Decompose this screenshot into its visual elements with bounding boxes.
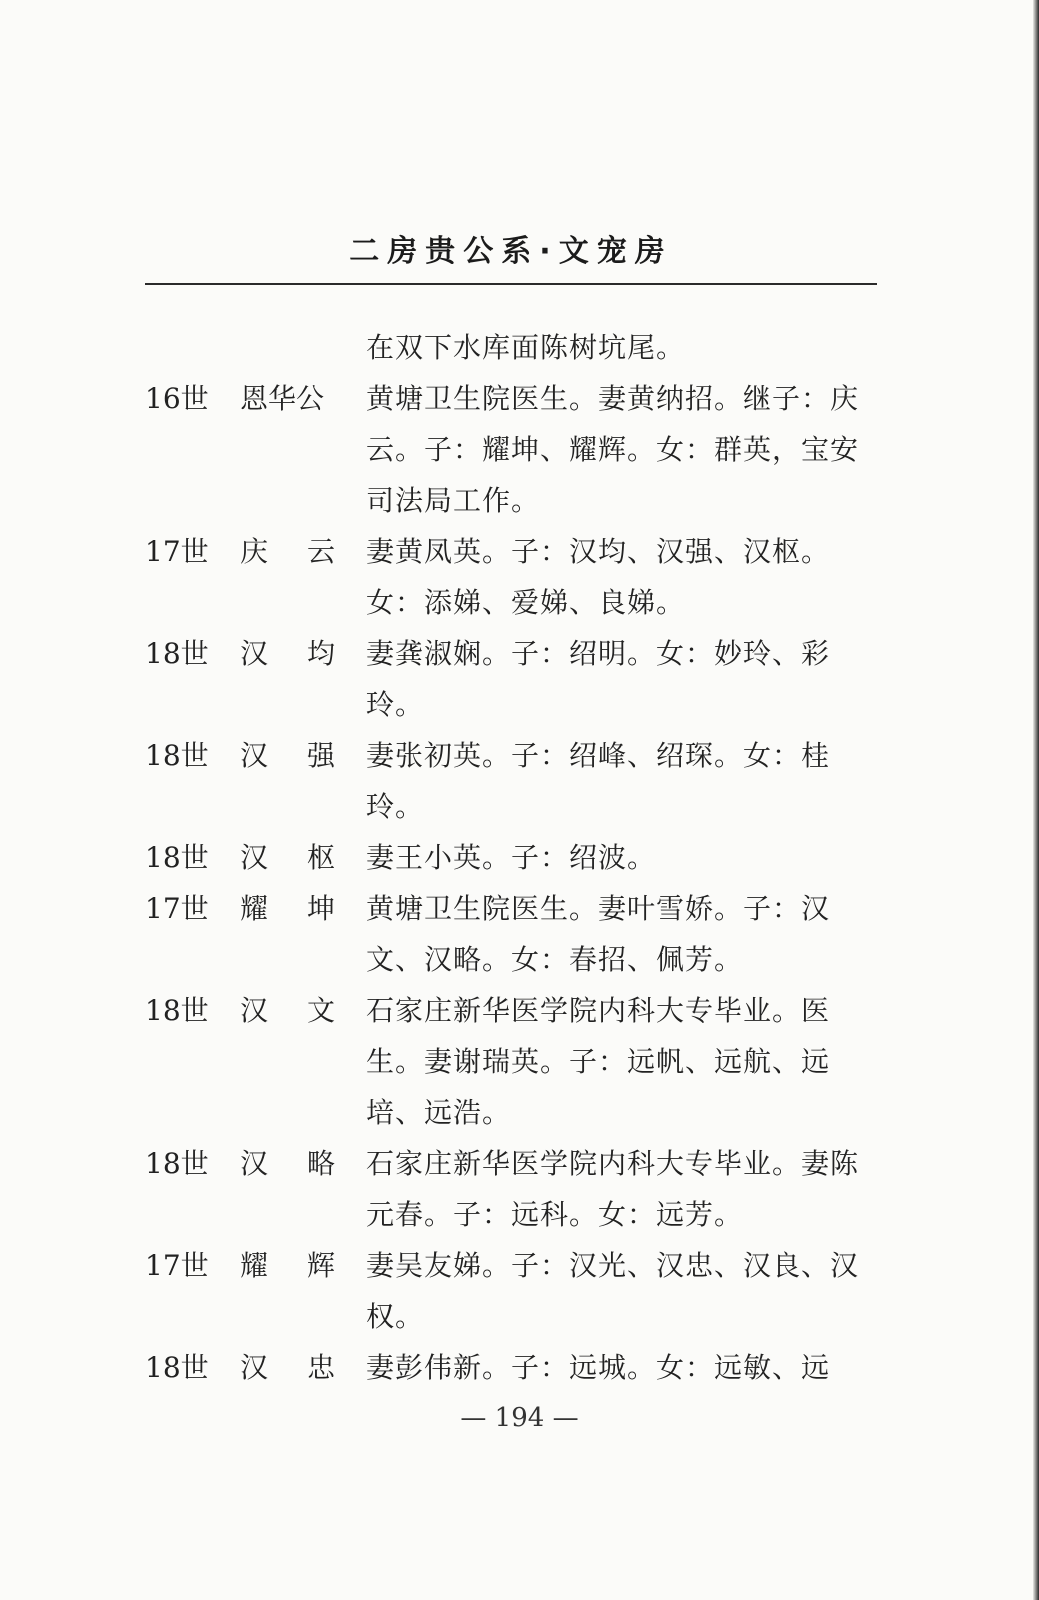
entry-description: 妻王小英。子：绍波。 [366, 841, 657, 874]
person-name [240, 985, 335, 1138]
entry-description: 石家庄新华医学院内科大专毕业。妻陈元春。子：远科。女：远芳。 [366, 1147, 860, 1231]
person-name-char: 云 [306, 535, 335, 568]
person-name-char: 文 [306, 994, 335, 1027]
person-name [240, 628, 335, 730]
generation-label: 18世 [145, 994, 209, 1027]
entry-description: 妻彭伟新。子：远城。女：远敏、远 [366, 1351, 831, 1384]
person-name [240, 322, 335, 373]
generation-label [145, 322, 240, 373]
person-name-char: 强 [306, 739, 335, 772]
entry-description: 妻张初英。子：绍峰、绍琛。女：桂玲。 [366, 739, 831, 823]
genealogy-entry [145, 322, 885, 373]
person-name-char: 忠 [306, 1351, 335, 1384]
entry-description: 在双下水库面陈树坑尾。 [366, 331, 686, 364]
genealogy-entry [145, 628, 885, 730]
person-name-char: 坤 [306, 892, 335, 925]
person-name-char: 枢 [306, 841, 335, 874]
genealogy-entry [145, 832, 885, 883]
person-name-char: 均 [306, 637, 335, 670]
person-name [240, 1240, 335, 1342]
generation-label: 18世 [145, 1147, 209, 1180]
person-name-char: 汉 [240, 739, 269, 772]
entry-description: 黄塘卫生院医生。妻黄纳招。继子：庆云。子：耀坤、耀辉。女：群英，宝安司法局工作。 [366, 382, 860, 517]
person-name-char: 汉 [240, 1351, 269, 1384]
generation-label: 18世 [145, 637, 209, 670]
generation-label: 17世 [145, 1249, 209, 1282]
genealogy-entry [145, 883, 885, 985]
generation-label: 17世 [145, 892, 209, 925]
page-edge-shadow [1033, 0, 1039, 1600]
person-name [240, 1138, 335, 1240]
person-name-char: 汉 [240, 637, 269, 670]
person-name-char: 略 [306, 1147, 335, 1180]
person-name [240, 883, 335, 985]
genealogy-entry [145, 1342, 885, 1393]
genealogy-entry [145, 1240, 885, 1342]
generation-label: 16世 [145, 382, 209, 415]
genealogy-entry [145, 373, 885, 526]
entry-description: 妻吴友娣。子：汉光、汉忠、汉良、汉权。 [366, 1249, 860, 1333]
entry-description: 妻龚淑娴。子：绍明。女：妙玲、彩玲。 [366, 637, 831, 721]
person-name-char: 辉 [306, 1249, 335, 1282]
person-name-char: 耀 [240, 892, 269, 925]
running-header: 二房贵公系·文宠房 [349, 234, 673, 269]
person-name-char: 汉 [240, 841, 269, 874]
genealogy-entry [145, 985, 885, 1138]
genealogy-entry [145, 730, 885, 832]
entry-description: 黄塘卫生院医生。妻叶雪娇。子：汉文、汉略。女：春招、佩芳。 [366, 892, 831, 976]
generation-label: 18世 [145, 841, 209, 874]
entry-description: 石家庄新华医学院内科大专毕业。医生。妻谢瑞英。子：远帆、远航、远培、远浩。 [366, 994, 831, 1129]
generation-label: 18世 [145, 739, 209, 772]
person-name [240, 526, 335, 628]
genealogy-entry [145, 526, 885, 628]
genealogy-entries [145, 322, 885, 1393]
entry-description: 妻黄凤英。子：汉均、汉强、汉枢。女：添娣、爱娣、良娣。 [366, 535, 831, 619]
person-name-char: 庆 [240, 535, 269, 568]
person-name-char: 汉 [240, 994, 269, 1027]
person-name [240, 1342, 335, 1393]
person-name [240, 730, 335, 832]
generation-label: 18世 [145, 1351, 209, 1384]
header-rule [145, 283, 877, 285]
person-name: 恩华公 [240, 382, 325, 415]
generation-label: 17世 [145, 535, 209, 568]
page-number: — 194 — [460, 1403, 579, 1433]
person-name [240, 832, 335, 883]
person-name-char: 汉 [240, 1147, 269, 1180]
genealogy-entry [145, 1138, 885, 1240]
person-name-char: 耀 [240, 1249, 269, 1282]
